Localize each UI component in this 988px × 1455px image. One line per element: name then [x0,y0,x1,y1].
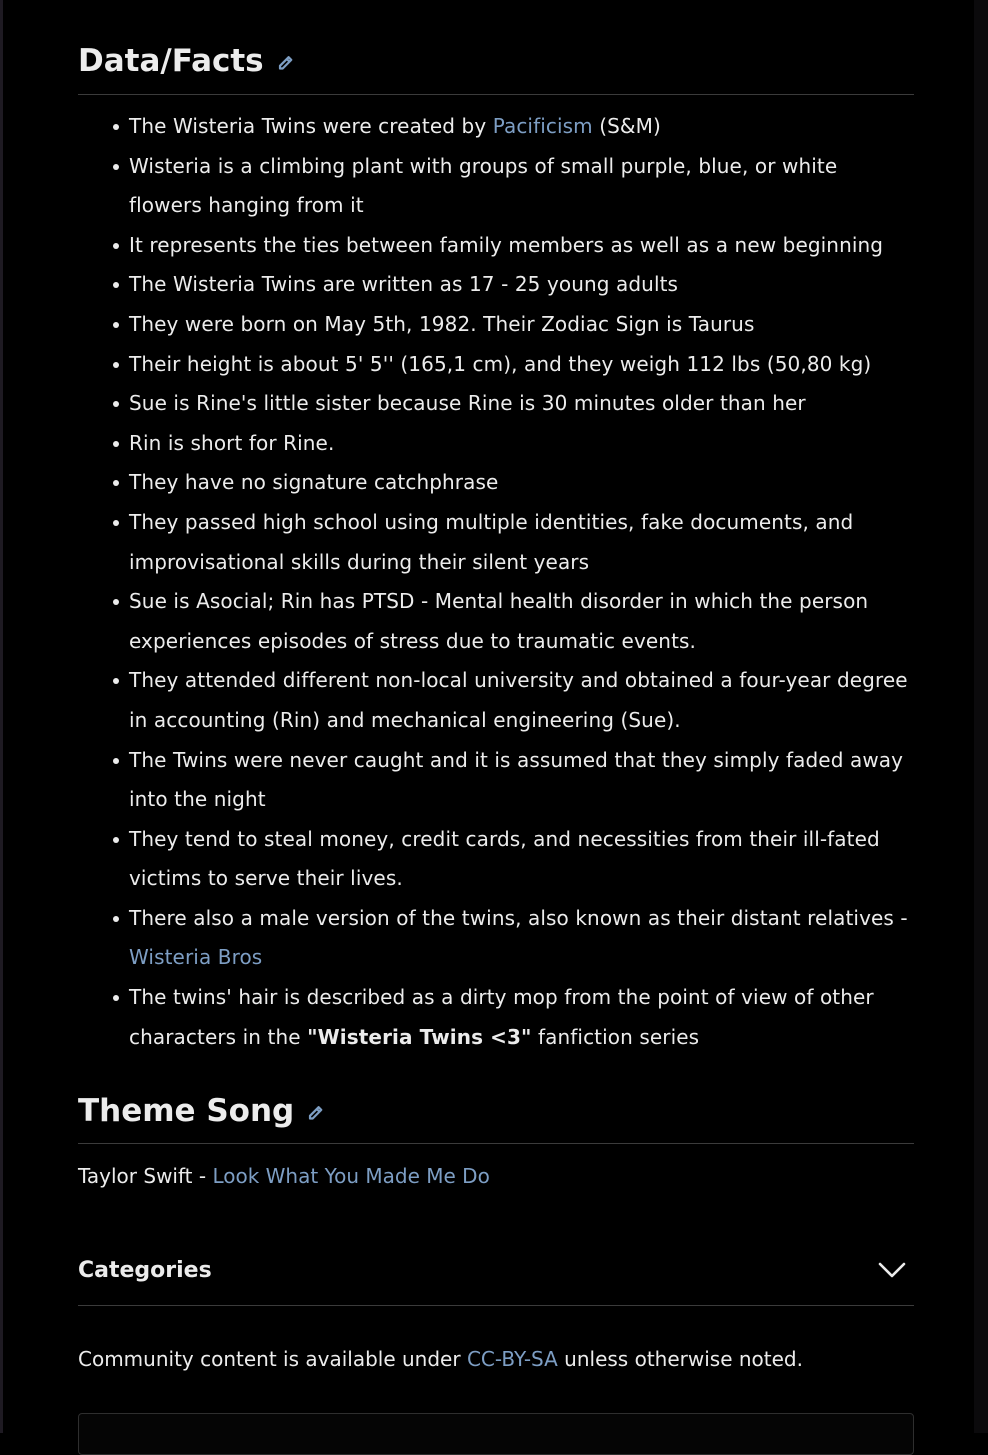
list-item: Their height is about 5' 5'' (165,1 cm), and they weigh 112 lbs (50,80 kg) [129,345,914,385]
list-item: They passed high school using multiple identities, fake documents, and improvisational skills during their silent years [129,503,914,582]
edit-section-icon[interactable] [276,48,296,68]
wisteria-bros-link[interactable]: Wisteria Bros [129,945,263,970]
list-item: They have no signature catchphrase [129,463,914,503]
list-item: The twins' hair is described as a dirty mop from the point of view of other characters in the "Wisteria Twins <3" fanfiction series [129,978,914,1057]
list-item: The Twins were never caught and it is assumed that they simply faded away into the night [129,741,914,820]
list-item: The Wisteria Twins were created by Pacificism (S&M) [129,107,914,147]
pacificism-link[interactable]: Pacificism [492,114,593,138]
facts-list [78,107,914,1057]
data-facts-heading [78,43,914,95]
license-notice: Community content is available under CC-BY-SA unless otherwise noted. [78,1347,803,1371]
left-edge-strip [0,0,3,1433]
list-item: Sue is Rine's little sister because Rine is 30 minutes older than her [129,384,914,424]
categories-toggle[interactable] [78,1249,914,1306]
categories-label: Categories [78,1258,212,1283]
list-item: Rin is short for Rine. [129,424,914,464]
list-item: They tend to steal money, credit cards, and necessities from their ill-fated victims to serve their lives. [129,820,914,899]
footer-box [78,1413,914,1455]
series-title-bold: "Wisteria Twins <3" [307,1024,532,1049]
list-item: They attended different non-local university and obtained a four-year degree in accounting (Rin) and mechanical engineering (Sue). [129,661,914,740]
theme-song-heading-text: Theme Song [78,1093,295,1129]
theme-song-heading [78,1093,914,1144]
theme-song-line [78,1156,490,1196]
scrollbar-track[interactable] [974,0,988,1433]
list-item: Sue is Asocial; Rin has PTSD - Mental health disorder in which the person experiences episodes of stress due to traumatic events. [129,582,914,661]
list-item: There also a male version of the twins, also known as their distant relatives - Wisteria Bros [129,899,914,978]
data-facts-heading-text: Data/Facts [78,43,264,79]
chevron-down-icon[interactable] [878,1259,906,1281]
list-item: They were born on May 5th, 1982. Their Zodiac Sign is Taurus [129,305,914,345]
list-item: It represents the ties between family members as well as a new beginning [129,226,914,266]
cc-by-sa-link[interactable]: CC-BY-SA [466,1347,558,1371]
theme-song-link[interactable]: Look What You Made Me Do [212,1164,490,1188]
theme-artist: Taylor Swift - [78,1164,213,1188]
list-item: Wisteria is a climbing plant with groups of small purple, blue, or white flowers hanging from it [129,147,914,226]
edit-section-icon[interactable] [306,1098,326,1118]
list-item: The Wisteria Twins are written as 17 - 25 young adults [129,265,914,305]
